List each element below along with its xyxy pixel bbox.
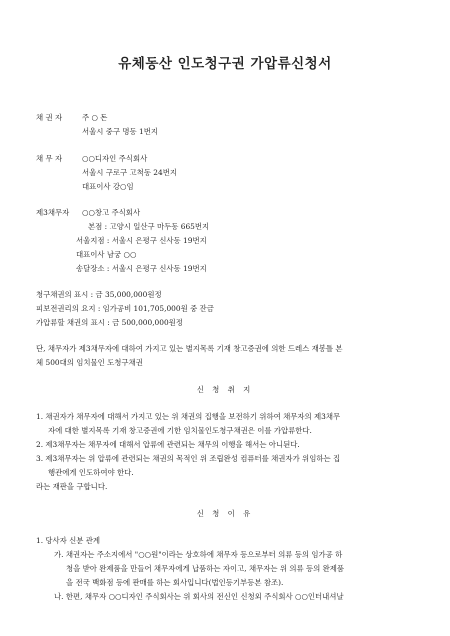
claim-amount: 청구채권의 표시 : 금 35,000,000원정: [36, 290, 162, 299]
reasons-paragraph: 나. 한편, 채무자 ○○디자인 주식회사는 위 회사의 전신인 신청외 주식회사 ○○인터내셔날: [54, 592, 344, 601]
creditor-address: 서울시 중구 명동 1번지: [82, 127, 159, 136]
note-line: 단, 채무자가 제3채무자에 대하여 가지고 있는 별지목록 기재 창고증권에 의한 드레스 재봉틀 본: [36, 344, 343, 353]
debtor-label: 채 무 자: [36, 154, 63, 163]
creditor-label: 채 권 자: [36, 113, 63, 122]
third-debtor-representative: 대표이사 남궁 ○○: [76, 250, 137, 259]
creditor-name: 주 ○ 돈: [82, 113, 108, 122]
purpose-item: 2. 제3채무자는 채무자에 대해서 압류에 관련되는 채무의 이행을 해서는 아니된다.: [36, 440, 300, 449]
purpose-heading: 신 청 취 지: [196, 385, 254, 394]
third-debtor-name: ○○창고 주식회사: [82, 208, 141, 217]
purpose-closing: 라는 재판을 구합니다.: [36, 482, 108, 491]
third-debtor-label: 제3채무자: [36, 208, 70, 217]
purpose-item: 자에 대한 별지목록 기재 창고증권에 기한 임치물인도청구채권은 이를 가압류한다.: [48, 426, 312, 435]
purpose-item: 행관에게 인도하여야 한다.: [48, 468, 134, 477]
note-line: 체 500대의 임치물인 도청구채권: [36, 358, 143, 367]
debtor-address: 서울시 구로구 고척동 24번지: [82, 168, 177, 177]
third-debtor-seoul-branch: 서울지점 : 서울시 은평구 신사동 19번지: [76, 236, 207, 245]
reasons-paragraph: 청을 받아 완제품을 만들어 채무자에게 납품하는 자이고, 채무자는 위 의류 등의 완제품: [66, 564, 345, 573]
document-title: 유체동산 인도청구권 가압류신청서: [118, 56, 332, 72]
reasons-heading: 신 청 이 유: [196, 509, 254, 518]
reasons-paragraph: 가. 채권자는 주소지에서 "○○원"이라는 상호하에 채무자 등으로부터 의류 등의 임가공 하: [54, 550, 343, 559]
reasons-section-title: 1. 당사자 신분 관계: [36, 536, 101, 545]
purpose-item: 3. 제3채무자는 위 압류에 관련되는 채권의 목적인 위 조립완성 컴퓨터를 채권자가 위임하는 집: [36, 454, 341, 463]
third-debtor-delivery: 송달장소 : 서울시 은평구 신사동 19번지: [76, 264, 207, 273]
reasons-paragraph: 을 전국 백화점 등에 판매를 하는 회사입니다(법인등기부등본 참조).: [66, 578, 284, 587]
debtor-representative: 대표이사 강○임: [82, 182, 134, 191]
preserved-right: 피보전권리의 요지 : 임가공비 101,705,000원 중 잔금: [36, 304, 214, 313]
debtor-name: ○○디자인 주식회사: [82, 154, 148, 163]
purpose-item: 1. 채권자가 채무자에 대해서 가지고 있는 위 채권의 집행을 보전하기 위하여 채무자의 제3채무: [36, 412, 341, 421]
third-debtor-hq: 본점 : 고양시 일산구 마두동 665번지: [88, 222, 210, 231]
seized-claim-amount: 가압류할 채권의 표시 : 금 500,000,000원정: [36, 318, 183, 327]
